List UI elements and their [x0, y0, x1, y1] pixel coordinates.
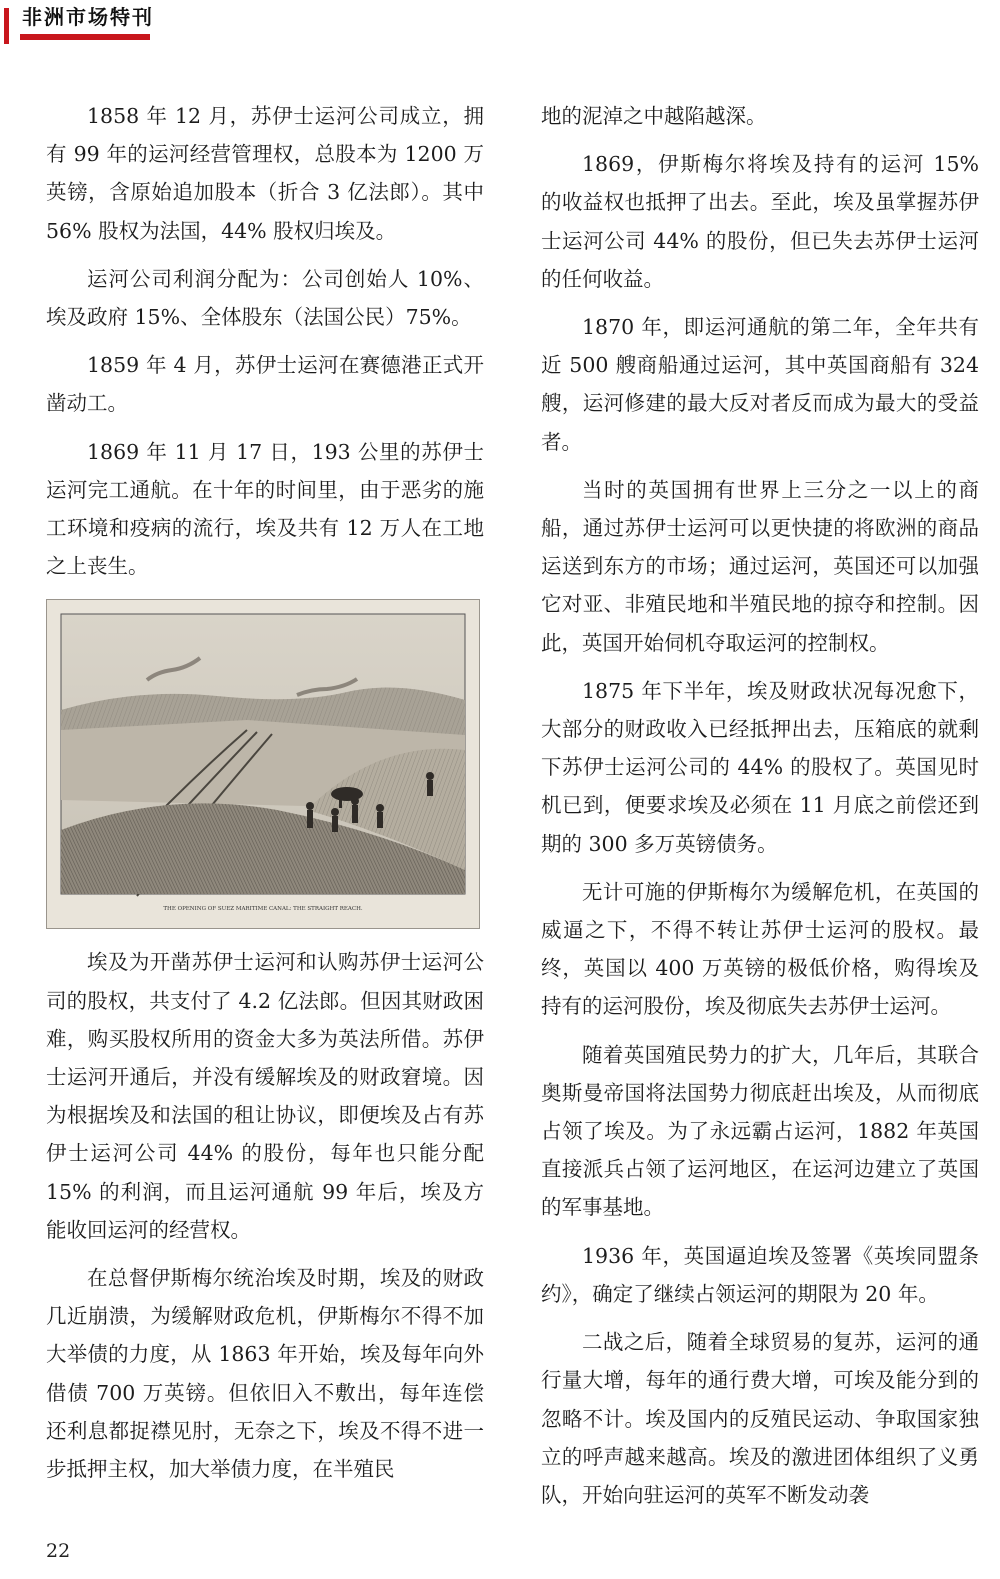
canal-engraving-image [46, 599, 480, 929]
paragraph: 1859 年 4 月，苏伊士运河在赛德港正式开凿动工。 [46, 353, 484, 416]
section-title: 非洲市场特刊 [22, 5, 154, 29]
paragraph: 地的泥淖之中越陷越深。 [541, 104, 767, 128]
header-underline [20, 34, 150, 40]
paragraph: 1936 年，英国逼迫埃及签署《英埃同盟条约》，确定了继续占领运河的期限为 20 年。 [541, 1243, 979, 1306]
paragraph: 随着英国殖民势力的扩大，几年后，其联合奥斯曼帝国将法国势力彻底赶出埃及，从而彻底占领了埃及。为了永远霸占运河，1882 年英国直接派兵占领了运河地区，在运河边建立了英国的军事基地。 [541, 1042, 979, 1220]
right-column [541, 97, 979, 1524]
engraving-illustration [47, 600, 479, 928]
paragraph: 无计可施的伊斯梅尔为缓解危机，在英国的威逼之下，不得不转让苏伊士运河的股权。最终，英国以 400 万英镑的极低价格，购得埃及持有的运河股份，埃及彻底失去苏伊士运河。 [541, 879, 979, 1019]
magazine-header [0, 0, 160, 46]
paragraph: 二战之后，随着全球贸易的复苏，运河的通行量大增，每年的通行费大增，可埃及能分到的忽略不计。埃及国内的反殖民运动、争取国家独立的呼声越来越高。埃及的激进团体组织了义勇队，开始向驻运河的英军不断发动袭 [541, 1330, 979, 1507]
paragraph: 当时的英国拥有世界上三分之一以上的商船，通过苏伊士运河可以更快捷的将欧洲的商品运送到东方的市场；通过运河，英国还可以加强它对亚、非殖民地和半殖民地的掠夺和控制。因此，英国开始伺机夺取运河的控制权。 [541, 477, 979, 655]
paragraph: 在总督伊斯梅尔统治埃及时期，埃及的财政几近崩溃，为缓解财政危机，伊斯梅尔不得不加大举债的力度，从 1863 年开始，埃及每年向外借债 700 万英镑。但依旧入不敷出，每年连偿还利息都捉襟见肘，无奈之下，埃及不得不进一步抵押主权，加大举债力度，在半殖民 [46, 1266, 484, 1482]
paragraph: 运河公司利润分配为：公司创始人 10%、埃及政府 15%、全体股东（法国公民）75%。 [46, 266, 484, 330]
paragraph: 1869，伊斯梅尔将埃及持有的运河 15% 的收益权也抵押了出去。至此，埃及虽掌握苏伊士运河公司 44% 的股份，但已失去苏伊士运河的任何收益。 [541, 152, 979, 291]
paragraph: 埃及为开凿苏伊士运河和认购苏伊士运河公司的股权，共支付了 4.2 亿法郎。但因其财政困难，购买股权所用的资金大多为英法所借。苏伊士运河开通后，并没有缓解埃及的财政窘境。因为根据埃及和法国的租让协议，即便埃及占有苏伊士运河公司 44% 的股份，每年也只能分配 15% 的利润，而且运河通航 99 年后，埃及方能收回运河的经营权。 [46, 950, 484, 1242]
paragraph: 1858 年 12 月，苏伊士运河公司成立，拥有 99 年的运河经营管理权，总股本为 1200 万英镑，含原始追加股本（折合 3 亿法郎）。其中 56% 股权为法国，44% 股权归埃及。 [46, 104, 484, 243]
header-red-bar [4, 8, 9, 44]
paragraph: 1870 年，即运河通航的第二年，全年共有近 500 艘商船通过运河，其中英国商船有 324 艘，运河修建的最大反对者反而成为最大的受益者。 [541, 315, 979, 454]
page-number: 22 [46, 1540, 71, 1562]
engraving-caption: THE OPENING OF SUEZ MARITIME CANAL: THE STRAIGHT REACH. [163, 906, 363, 913]
paragraph: 1869 年 11 月 17 日，193 公里的苏伊士运河完工通航。在十年的时间里，由于恶劣的施工环境和疫病的流行，埃及共有 12 万人在工地之上丧生。 [46, 439, 484, 579]
left-column [46, 97, 484, 1498]
paragraph: 1875 年下半年，埃及财政状况每况愈下，大部分的财政收入已经抵押出去，压箱底的就剩下苏伊士运河公司的 44% 的股权了。英国见时机已到，便要求埃及必须在 11 月底之前偿还到期的 300 多万英镑债务。 [541, 678, 979, 856]
